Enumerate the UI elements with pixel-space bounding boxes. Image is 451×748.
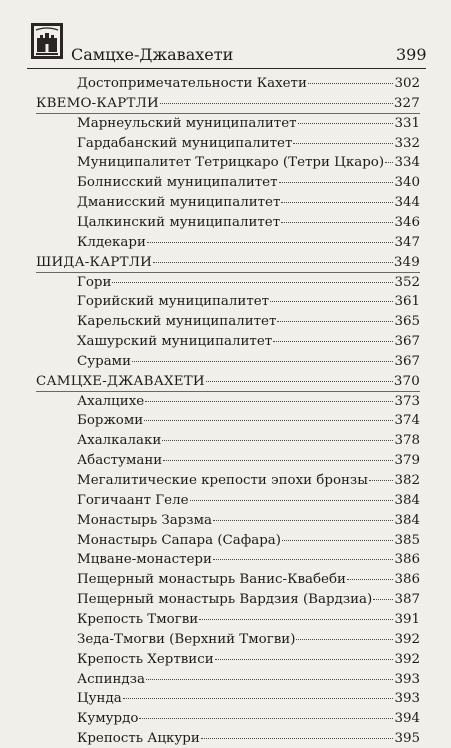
toc-entry-title: Сурами [77,353,132,369]
toc-entry-title: Муниципалитет Тетрицкаро (Тетри Цкаро) [77,155,385,171]
toc-entry [77,611,420,629]
toc-entry-page: 378 [394,433,420,449]
toc-entry-title: Монастырь Зарзма [77,512,212,528]
toc-entry [77,512,420,530]
dot-leader [282,540,393,541]
dot-leader [296,639,393,640]
entry-underline [36,391,420,392]
dot-leader [277,321,393,322]
dot-leader [293,143,393,144]
toc-entry-title: Аспиндза [77,671,145,687]
toc-entry [77,710,420,728]
dot-leader [308,83,394,84]
toc-entry [77,492,420,510]
running-title: Самцхе-Джавахети [71,45,234,64]
toc-entry-page: 331 [394,115,420,131]
dot-leader [270,301,393,302]
toc-entry [77,690,420,708]
entry-underline [36,113,420,114]
dot-leader [213,520,393,521]
toc-entry [77,730,420,748]
toc-entry-title: Цалкинский муниципалитет [77,214,281,230]
toc-entry-title: Дманисский муниципалитет [77,195,281,211]
toc-entry-title: Цунда [77,691,122,707]
toc-entry-page: 387 [394,592,420,608]
toc-entry-page: 392 [394,631,420,647]
toc-entry-page: 365 [394,314,420,330]
dot-leader [162,440,393,441]
toc-entry-title: Зеда-Тмогви (Верхний Тмогви) [77,631,296,647]
toc-entry-page: 379 [394,453,420,469]
toc-entry [77,532,420,550]
toc-entry [77,135,420,153]
toc-entry [77,452,420,470]
toc-entry-page: 346 [394,214,420,230]
toc-entry-page: 395 [394,731,420,747]
toc-entry-title: Гори [77,274,112,290]
toc-entry-page: 349 [393,254,420,270]
toc-entry-page: 392 [394,651,420,667]
toc-entry-title: Ахалцихе [77,393,145,409]
toc-entry-page: 384 [394,512,420,528]
toc-entry-page: 361 [394,294,420,310]
dot-leader [144,420,393,421]
dot-leader [369,480,394,481]
dot-leader [273,341,393,342]
dot-leader [147,242,394,243]
toc-entry [77,214,420,232]
toc-entry-title: Клдекари [77,234,146,250]
toc-entry [77,551,420,569]
toc-entry [77,75,420,93]
dot-leader [163,460,393,461]
toc-entry [77,432,420,450]
dot-leader [153,262,393,263]
toc-entry [77,115,420,133]
toc-entry-page: 386 [394,552,420,568]
toc-entry-title: Монастырь Сапара (Сафара) [77,532,282,548]
toc-entry-page: 340 [394,175,420,191]
toc-entry-title: Боржоми [77,413,144,429]
toc-entry [77,591,420,609]
toc-entry-page: 374 [394,413,420,429]
toc-entry [77,353,420,371]
toc-entry [77,671,420,689]
dot-leader [279,182,394,183]
page-header [0,0,451,70]
toc-entry [77,154,420,172]
dot-leader [201,738,394,739]
toc-entry-title: Болнисский муниципалитет [77,175,278,191]
dot-leader [281,222,393,223]
toc-entry [77,651,420,669]
toc-section-entry [36,95,420,113]
toc-entry-page: 385 [394,532,420,548]
dot-leader [132,361,393,362]
toc-entry [77,274,420,292]
toc-entry-page: 391 [394,611,420,627]
toc-entry [77,174,420,192]
dot-leader [123,698,394,699]
toc-entry-title: Пещерный монастырь Ванис-Квабеби [77,572,346,588]
dot-leader [215,659,394,660]
dot-leader [146,679,393,680]
toc-entry [77,472,420,490]
toc-entry-title: Хашурский муниципалитет [77,334,273,350]
dot-leader [373,599,393,600]
toc-entry-page: 370 [393,373,420,389]
page-number: 399 [396,45,427,64]
toc-entry [77,313,420,331]
dot-leader [385,162,393,163]
toc-entry-title: Гогичаант Геле [77,492,189,508]
toc-entry-title: Достопримечательности Кахети [77,76,307,91]
toc-entry-title: Крепость Тмогви [77,611,199,627]
dot-leader [199,619,393,620]
toc-entry-title: САМЦХЕ-ДЖАВАХЕТИ [36,373,205,389]
toc-entry [77,234,420,252]
toc-entry [77,194,420,212]
toc-entry-page: 302 [394,76,420,91]
toc-section-entry [36,373,420,391]
toc-section-entry [36,254,420,272]
dot-leader [139,718,393,719]
dot-leader [281,202,393,203]
toc-entry-page: 382 [394,473,420,488]
dot-leader [298,123,394,124]
toc-entry-title: Гардабанский муниципалитет [77,135,293,151]
toc-entry-page: 386 [394,572,420,588]
dot-leader [190,500,394,501]
toc-entry-title: Горийский муниципалитет [77,294,270,310]
toc-entry-title: КВЕМО-КАРТЛИ [36,95,159,111]
toc-entry-page: 344 [394,195,420,211]
toc-entry [77,393,420,411]
dot-leader [206,381,393,382]
toc-entry-page: 367 [394,353,420,369]
dot-leader [160,103,393,104]
header-rule [27,68,426,69]
toc-entry-title: Крепость Хертвиси [77,651,214,667]
toc-entry-title: Кумурдо [77,711,139,727]
toc-entry [77,333,420,351]
toc-entry-title: Мегалитические крепости эпохи бронзы [77,473,368,488]
toc-entry-title: Ахалкалаки [77,433,162,449]
toc-entry [77,412,420,430]
toc-entry-page: 373 [394,393,420,409]
toc-entry [77,293,420,311]
dot-leader [145,401,393,402]
toc-entry-title: Крепость Ацкури [77,731,200,747]
toc-entry-title: Мцване-монастери [77,552,212,568]
dot-leader [347,579,394,580]
toc-entry [77,571,420,589]
toc-entry-title: ШИДА-КАРТЛИ [36,254,153,270]
toc-entry-title: Абастумани [77,453,163,469]
toc-entry-page: 393 [394,691,420,707]
toc-entry-page: 393 [394,671,420,687]
toc-entry-page: 334 [394,155,420,171]
toc-entry-page: 394 [394,711,420,727]
toc-entry-page: 352 [394,274,420,290]
toc-entry-title: Пещерный монастырь Вардзия (Вардзиа) [77,592,373,608]
toc-entry-title: Марнеульский муниципалитет [77,115,297,131]
toc-entry-page: 347 [394,234,420,250]
dot-leader [213,559,394,560]
toc-entry-page: 367 [394,334,420,350]
toc-entry-page: 327 [393,95,420,111]
toc-entry-title: Карельский муниципалитет [77,314,277,330]
dot-leader [112,282,393,283]
toc-entry-page: 332 [394,135,420,151]
entry-underline [36,272,420,273]
toc-entry-page: 384 [394,492,420,508]
castle-emblem-icon [30,22,64,60]
toc-entry [77,631,420,649]
